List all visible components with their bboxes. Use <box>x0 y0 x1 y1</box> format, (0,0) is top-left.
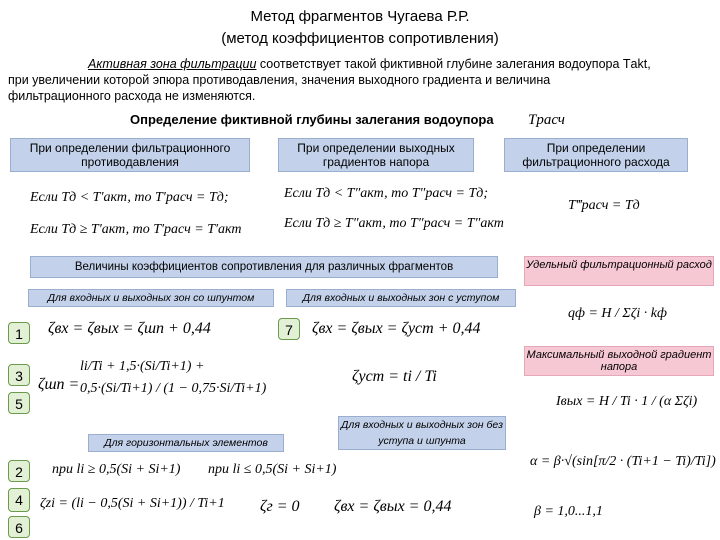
intro-line1: соответствует такой фиктивной глубине залегания водоупора Тakt, <box>259 57 651 71</box>
formula-cp2: Если Tд ≥ T′акт, то T′расч = T′акт <box>30 222 242 237</box>
intro-line3: фильтрационного расхода не изменяются. <box>8 89 256 103</box>
badge-5: 5 <box>8 392 30 414</box>
max-gradient-label: Максимальный выходной градиент напора <box>524 346 714 376</box>
section-heading: Определение фиктивной глубины залегания водоупора <box>130 112 494 127</box>
box-counterpressure: При определении фильтрационного противодавления <box>10 138 250 172</box>
badge-6: 6 <box>8 516 30 538</box>
badge-2: 2 <box>8 460 30 482</box>
subhead-symbol: Tрасч <box>528 112 565 128</box>
formula-2: при li ≥ 0,5(Si + Si+1) <box>52 462 181 477</box>
formula-q: qф = H / Σζi · kф <box>568 306 667 321</box>
formula-alpha: α = β·√(sin[π/2 · (Ti+1 − Ti)/Ti]) <box>530 454 716 469</box>
intro-paragraph <box>8 56 716 104</box>
formula-ust: ζуст = ti / Ti <box>352 368 437 385</box>
tag-no-step: Для входных и выходных зон без уступа и шпунта <box>338 416 506 450</box>
formula-3-rhs: li/Ti + 1,5·(Si/Ti+1) + 0,5·(Si/Ti+1) / (1 − 0,75·Si/Ti+1) <box>80 359 267 396</box>
badge-4: 4 <box>8 488 30 512</box>
formula-last: ζвх = ζвых = 0,44 <box>334 498 452 515</box>
intro-line2: при увеличении которой эпюра противодавления, значения выходного градиента и величина <box>8 73 551 87</box>
formula-eg2: Если Tд ≥ T″акт, то T″расч = T″акт <box>284 216 504 231</box>
badge-7: 7 <box>278 318 300 340</box>
specific-flow-label: Удельный фильтрационный расход <box>524 256 714 286</box>
badge-1: 1 <box>8 322 30 344</box>
tag-horizontal: Для горизонтальных элементов <box>88 434 284 452</box>
formula-1: ζвх = ζвых = ζшп + 0,44 <box>48 320 211 337</box>
formula-beta: β = 1,0...1,1 <box>534 504 603 519</box>
box-flow-rate: При определении фильтрационного расхода <box>504 138 688 172</box>
badge-3: 3 <box>8 364 30 386</box>
formula-7: ζвх = ζвых = ζуст + 0,44 <box>312 320 481 337</box>
page-title: Метод фрагментов Чугаева Р.Р. <box>250 8 470 25</box>
formula-i: Iвых = H / Ti · 1 / (α Σζi) <box>556 394 698 409</box>
formula-fr: T‴расч = Tд <box>568 198 640 213</box>
tag-entry-exit-sheet: Для входных и выходных зон со шпунтом <box>28 289 274 307</box>
tag-entry-exit-step: Для входных и выходных зон с уступом <box>286 289 516 307</box>
box-exit-gradient: При определении выходных градиентов напора <box>278 138 474 172</box>
formula-cp1: Если Tд < T′акт, то T′расч = Tд; <box>30 190 229 205</box>
formula-4: при li ≤ 0,5(Si + Si+1) <box>208 462 337 477</box>
page-subtitle: (метод коэффициентов сопротивления) <box>221 30 499 47</box>
intro-term: Активная зона фильтрации <box>88 57 257 71</box>
formula-eg1: Если Tд < T″акт, то T″расч = Tд; <box>284 186 489 201</box>
formula-g: ζг = 0 <box>260 498 300 515</box>
formula-6: ζzi = (li − 0,5(Si + Si+1)) / Ti+1 <box>40 496 225 511</box>
formula-3-lhs: ζшп = <box>38 376 80 393</box>
coeff-header: Величины коэффициентов сопротивления для различных фрагментов <box>30 256 498 278</box>
